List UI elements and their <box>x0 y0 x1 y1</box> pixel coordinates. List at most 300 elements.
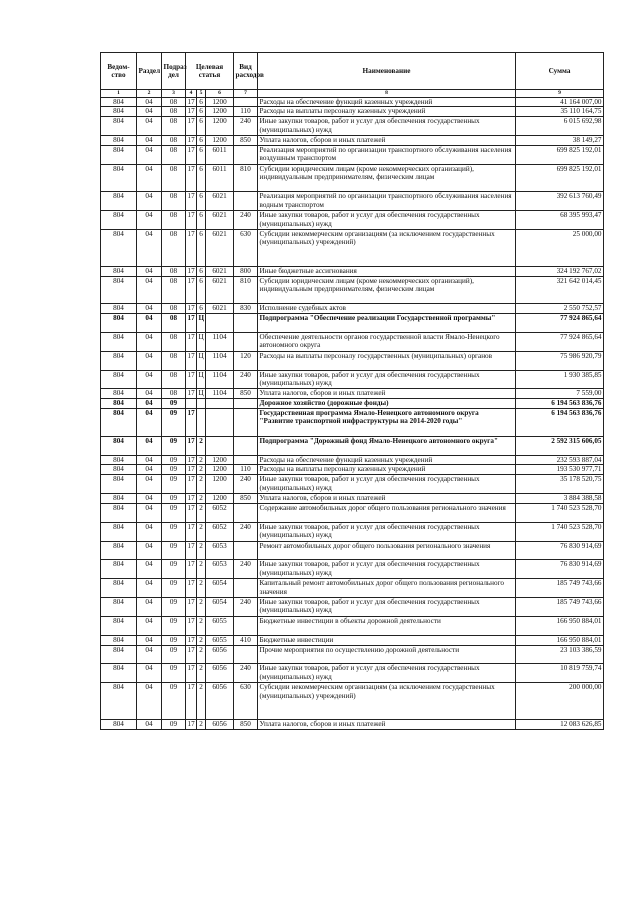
cell-vedomstvo: 804 <box>101 266 137 276</box>
cell-celevaya-5: 6 <box>197 145 206 164</box>
table-row <box>101 436 604 455</box>
cell-summa: 166 950 884,01 <box>516 616 604 635</box>
cell-celevaya-6: 6052 <box>206 522 234 541</box>
table-row <box>101 598 604 617</box>
cell-vid-rashodov <box>234 409 258 437</box>
cell-summa: 200 000,00 <box>516 683 604 720</box>
cell-vid-rashodov: 240 <box>234 211 258 230</box>
cell-naimenovanie: Расходы на выплаты персоналу государственных (муниципальных) органов <box>258 351 516 370</box>
cell-naimenovanie: Ремонт автомобильных дорог общего пользования регионального значения <box>258 541 516 560</box>
cell-celevaya-4: 17 <box>186 579 197 598</box>
cell-podrazdel: 08 <box>162 389 186 399</box>
cell-celevaya-6: 1104 <box>206 389 234 399</box>
cell-vid-rashodov <box>234 645 258 664</box>
col-header-razdel: Раздел <box>137 53 162 90</box>
cell-vid-rashodov: 630 <box>234 683 258 720</box>
cell-celevaya-6: 6053 <box>206 541 234 560</box>
cell-celevaya-5: 2 <box>197 436 206 455</box>
cell-vid-rashodov <box>234 616 258 635</box>
cell-naimenovanie: Уплата налогов, сборов и иных платежей <box>258 494 516 504</box>
cell-celevaya-4: 17 <box>187 136 195 145</box>
cell-celevaya-4: 17 <box>186 598 197 617</box>
cell-celevaya-4: 17 <box>186 314 197 333</box>
cell-celevaya-5: 6 <box>197 107 206 117</box>
table-row <box>101 504 604 523</box>
cell-vedomstvo: 804 <box>101 436 137 455</box>
cell-celevaya-5: 2 <box>197 522 206 541</box>
cell-celevaya-5: Ц <box>197 332 206 351</box>
cell-summa: 23 103 386,59 <box>516 645 604 664</box>
cell-vedomstvo: 804 <box>101 107 137 117</box>
cell-celevaya-5: 2 <box>197 455 206 465</box>
cell-celevaya-4 <box>186 399 197 409</box>
cell-vid-rashodov: 810 <box>234 276 258 304</box>
cell-vid-rashodov <box>234 97 258 107</box>
cell-celevaya-6: 6021 <box>206 276 234 304</box>
cell-celevaya-6: 1104 <box>206 370 234 389</box>
table-row <box>101 211 604 230</box>
cell-summa: 77 924 865,64 <box>516 332 604 351</box>
cell-celevaya-4: 17 <box>186 504 197 523</box>
cell-celevaya-6: 6021 <box>206 304 234 314</box>
cell-celevaya-5 <box>197 409 206 437</box>
cell-vedomstvo: 804 <box>101 97 137 107</box>
table-row <box>101 465 604 475</box>
cell-razdel: 04 <box>137 504 162 523</box>
cell-celevaya-5: 2 <box>197 541 206 560</box>
cell-summa: 38 149,27 <box>516 136 604 146</box>
cell-naimenovanie: Расходы на выплаты персоналу казенных учреждений <box>258 465 516 475</box>
cell-celevaya-4: 17 <box>186 332 197 351</box>
cell-razdel: 04 <box>137 230 162 267</box>
cell-vedomstvo: 804 <box>101 455 137 465</box>
table-row <box>101 645 604 664</box>
cell-razdel: 04 <box>137 164 162 192</box>
cell-razdel: 04 <box>137 683 162 720</box>
cell-vedomstvo: 804 <box>101 645 137 664</box>
cell-celevaya-5: 6 <box>197 117 206 136</box>
cell-vid-rashodov <box>234 455 258 465</box>
cell-vid-rashodov: 850 <box>234 719 258 729</box>
cell-podrazdel: 08 <box>162 304 186 314</box>
cell-razdel: 04 <box>137 598 162 617</box>
col-number: 5 <box>197 90 206 98</box>
cell-naimenovanie: Подпрограмма "Обеспечение реализации Государственной программы" <box>258 314 516 333</box>
cell-celevaya-4: 17 <box>187 494 195 503</box>
cell-celevaya-6: 6021 <box>206 266 234 276</box>
cell-celevaya-6: 6021 <box>206 230 234 267</box>
cell-razdel: 04 <box>137 192 162 211</box>
cell-summa: 75 986 920,79 <box>516 351 604 370</box>
cell-podrazdel: 09 <box>162 541 186 560</box>
table-row <box>101 145 604 164</box>
cell-podrazdel: 08 <box>162 276 186 304</box>
cell-razdel: 04 <box>137 97 162 107</box>
cell-celevaya-4: 17 <box>186 164 197 192</box>
cell-podrazdel: 08 <box>162 164 186 192</box>
cell-vid-rashodov <box>234 541 258 560</box>
cell-celevaya-6: 6011 <box>206 145 234 164</box>
cell-vid-rashodov: 240 <box>234 475 258 494</box>
cell-razdel: 04 <box>137 314 162 333</box>
cell-summa: 3 884 388,58 <box>516 494 604 504</box>
cell-podrazdel: 09 <box>162 635 186 645</box>
cell-summa: 41 164 007,00 <box>516 97 604 107</box>
cell-summa: 6 015 692,98 <box>516 117 604 136</box>
cell-vedomstvo: 804 <box>101 579 137 598</box>
cell-naimenovanie: Реализация мероприятий по организации транспортного обслуживания населения воздушным транспортом <box>258 145 516 164</box>
cell-podrazdel: 08 <box>162 145 186 164</box>
cell-vid-rashodov: 630 <box>234 230 258 267</box>
cell-vedomstvo: 804 <box>101 635 137 645</box>
table-row <box>101 719 604 729</box>
cell-summa: 1 740 523 528,70 <box>516 504 604 523</box>
cell-naimenovanie: Иные закупки товаров, работ и услуг для обеспечения государственных (муниципальных) нужд <box>258 598 516 617</box>
cell-naimenovanie: Расходы на выплаты персоналу казенных учреждений <box>258 107 516 117</box>
cell-razdel: 04 <box>137 211 162 230</box>
cell-podrazdel: 09 <box>162 399 186 409</box>
cell-celevaya-6: 1200 <box>206 494 234 504</box>
cell-naimenovanie: Обеспечение деятельности органов государственной власти Ямало-Ненецкого автономного округа <box>258 332 516 351</box>
cell-vedomstvo: 804 <box>101 304 137 314</box>
cell-summa: 2 592 315 606,05 <box>516 436 604 455</box>
cell-celevaya-6: 1200 <box>206 455 234 465</box>
cell-celevaya-6: 1200 <box>206 117 234 136</box>
cell-celevaya-6: 1200 <box>206 107 234 117</box>
cell-celevaya-4: 17 <box>187 97 195 106</box>
cell-celevaya-5: 2 <box>197 616 206 635</box>
cell-vedomstvo: 804 <box>101 314 137 333</box>
cell-celevaya-4: 17 <box>186 409 197 437</box>
cell-celevaya-4: 17 <box>186 192 197 211</box>
col-number: 7 <box>234 90 258 98</box>
cell-podrazdel: 09 <box>162 719 186 729</box>
cell-celevaya-5 <box>197 399 206 409</box>
cell-celevaya-4: 17 <box>186 645 197 664</box>
cell-vedomstvo: 804 <box>101 494 137 504</box>
cell-podrazdel: 09 <box>162 436 186 455</box>
cell-celevaya-5: 2 <box>197 635 206 645</box>
cell-celevaya-4: 17 <box>187 465 195 474</box>
cell-celevaya-4: 17 <box>186 211 197 230</box>
cell-vid-rashodov <box>234 314 258 333</box>
cell-vid-rashodov: 410 <box>234 635 258 645</box>
cell-celevaya-4: 17 <box>186 351 197 370</box>
cell-vid-rashodov <box>234 332 258 351</box>
table-row <box>101 97 604 107</box>
cell-vid-rashodov: 110 <box>234 465 258 475</box>
cell-vedomstvo: 804 <box>101 683 137 720</box>
cell-celevaya-5: 6 <box>197 266 206 276</box>
cell-vedomstvo: 804 <box>101 664 137 683</box>
cell-razdel: 04 <box>137 117 162 136</box>
cell-vedomstvo: 804 <box>101 164 137 192</box>
cell-podrazdel: 09 <box>162 598 186 617</box>
cell-razdel: 04 <box>137 560 162 579</box>
cell-vedomstvo: 804 <box>101 136 137 146</box>
cell-podrazdel: 09 <box>162 683 186 720</box>
table-row <box>101 164 604 192</box>
cell-summa: 6 194 563 836,76 <box>516 399 604 409</box>
table-row <box>101 579 604 598</box>
cell-vid-rashodov <box>234 504 258 523</box>
table-row <box>101 409 604 437</box>
cell-vedomstvo: 804 <box>101 145 137 164</box>
col-number: 3 <box>162 90 186 98</box>
cell-celevaya-5: Ц <box>198 389 204 398</box>
cell-podrazdel: 09 <box>162 579 186 598</box>
cell-razdel: 04 <box>137 399 162 409</box>
cell-celevaya-5: 2 <box>197 494 206 504</box>
col-header-summa: Сумма <box>516 53 604 90</box>
cell-vid-rashodov <box>234 399 258 409</box>
table-row <box>101 455 604 465</box>
cell-naimenovanie: Исполнение судебных актов <box>258 304 516 314</box>
cell-podrazdel: 08 <box>162 314 186 333</box>
cell-naimenovanie: Субсидии некоммерческим организациям (за исключением государственных (муниципальных) учреждений) <box>258 230 516 267</box>
cell-celevaya-5: 6 <box>197 136 206 146</box>
table-row <box>101 683 604 720</box>
cell-podrazdel: 08 <box>162 266 186 276</box>
cell-summa: 35 178 520,75 <box>516 475 604 494</box>
cell-summa: 35 110 164,75 <box>516 107 604 117</box>
cell-vid-rashodov: 240 <box>234 664 258 683</box>
cell-celevaya-6 <box>206 409 234 437</box>
cell-vid-rashodov: 110 <box>234 107 258 117</box>
cell-celevaya-4: 17 <box>186 522 197 541</box>
cell-naimenovanie: Реализация мероприятий по организации транспортного обслуживания населения водным транспортом <box>258 192 516 211</box>
cell-celevaya-4: 17 <box>186 541 197 560</box>
cell-celevaya-6: 6054 <box>206 579 234 598</box>
cell-celevaya-6: 1104 <box>206 351 234 370</box>
cell-celevaya-5: 2 <box>197 719 206 729</box>
cell-celevaya-6: 1104 <box>206 332 234 351</box>
table-row <box>101 475 604 494</box>
cell-podrazdel: 08 <box>162 230 186 267</box>
cell-naimenovanie: Иные закупки товаров, работ и услуг для обеспечения государственных (муниципальных) нужд <box>258 560 516 579</box>
cell-celevaya-6: 1200 <box>206 465 234 475</box>
cell-vid-rashodov: 240 <box>234 560 258 579</box>
cell-vedomstvo: 804 <box>101 389 137 399</box>
cell-vid-rashodov: 850 <box>234 389 258 399</box>
cell-naimenovanie: Капитальный ремонт автомобильных дорог общего пользования регионального значения <box>258 579 516 598</box>
cell-celevaya-5: Ц <box>197 314 206 333</box>
cell-vid-rashodov: 240 <box>234 598 258 617</box>
cell-podrazdel: 08 <box>162 107 186 117</box>
cell-celevaya-6: 1200 <box>206 475 234 494</box>
cell-summa: 699 825 192,01 <box>516 164 604 192</box>
cell-naimenovanie: Уплата налогов, сборов и иных платежей <box>258 136 516 146</box>
table-row <box>101 276 604 304</box>
cell-razdel: 04 <box>137 304 162 314</box>
cell-summa: 392 613 760,49 <box>516 192 604 211</box>
cell-naimenovanie: Расходы на обеспечение функций казенных учреждений <box>258 455 516 465</box>
cell-summa: 1 740 523 528,70 <box>516 522 604 541</box>
cell-naimenovanie: Иные закупки товаров, работ и услуг для обеспечения государственных (муниципальных) нужд <box>258 522 516 541</box>
cell-podrazdel: 09 <box>162 522 186 541</box>
table-row <box>101 304 604 314</box>
cell-celevaya-5: Ц <box>197 351 206 370</box>
cell-vid-rashodov <box>234 436 258 455</box>
cell-razdel: 04 <box>137 645 162 664</box>
cell-celevaya-4: 17 <box>186 616 197 635</box>
cell-razdel: 04 <box>137 107 162 117</box>
col-number: 4 <box>186 90 197 98</box>
cell-podrazdel: 08 <box>162 97 186 107</box>
cell-naimenovanie: Подпрограмма "Дорожный фонд Ямало-Ненецкого автономного округа" <box>258 436 516 455</box>
cell-razdel: 04 <box>137 719 162 729</box>
cell-celevaya-4: 17 <box>186 117 197 136</box>
cell-summa: 77 924 865,64 <box>516 314 604 333</box>
cell-summa: 1 930 385,85 <box>516 370 604 389</box>
cell-celevaya-5: 2 <box>197 465 206 475</box>
cell-vedomstvo: 804 <box>101 117 137 136</box>
cell-razdel: 04 <box>137 475 162 494</box>
cell-celevaya-6: 1200 <box>206 136 234 146</box>
cell-summa: 166 950 884,01 <box>516 635 604 645</box>
cell-vedomstvo: 804 <box>101 399 137 409</box>
cell-celevaya-4: 17 <box>186 230 197 267</box>
cell-celevaya-5: 2 <box>197 683 206 720</box>
cell-naimenovanie: Иные закупки товаров, работ и услуг для обеспечения государственных (муниципальных) нужд <box>258 475 516 494</box>
col-header-vedomstvo: Ведом-ство <box>101 53 137 90</box>
cell-podrazdel: 09 <box>162 475 186 494</box>
col-number: 9 <box>516 90 604 98</box>
cell-razdel: 04 <box>137 522 162 541</box>
cell-vid-rashodov <box>234 192 258 211</box>
cell-naimenovanie: Бюджетные инвестиции в объекты дорожной деятельности <box>258 616 516 635</box>
cell-naimenovanie: Иные бюджетные ассигнования <box>258 266 516 276</box>
budget-table <box>100 52 604 730</box>
cell-naimenovanie: Прочие мероприятия по осуществлению дорожной деятельности <box>258 645 516 664</box>
cell-celevaya-5: 6 <box>197 304 206 314</box>
cell-naimenovanie: Уплата налогов, сборов и иных платежей <box>258 719 516 729</box>
cell-vedomstvo: 804 <box>101 616 137 635</box>
cell-naimenovanie: Иные закупки товаров, работ и услуг для обеспечения государственных (муниципальных) нужд <box>258 370 516 389</box>
table-row <box>101 314 604 333</box>
cell-celevaya-5: 2 <box>197 664 206 683</box>
cell-summa: 6 194 563 836,76 <box>516 409 604 437</box>
cell-vedomstvo: 804 <box>101 541 137 560</box>
cell-summa: 699 825 192,01 <box>516 145 604 164</box>
cell-razdel: 04 <box>137 351 162 370</box>
cell-naimenovanie: Расходы на обеспечение функций казенных учреждений <box>258 97 516 107</box>
table-row <box>101 117 604 136</box>
cell-podrazdel: 08 <box>162 136 186 146</box>
cell-celevaya-5: 2 <box>197 645 206 664</box>
cell-naimenovanie: Иные закупки товаров, работ и услуг для обеспечения государственных (муниципальных) нужд <box>258 664 516 683</box>
table-row <box>101 332 604 351</box>
table-row <box>101 522 604 541</box>
col-number: 8 <box>258 90 516 98</box>
cell-naimenovanie: Государственная программа Ямало-Ненецкого автономного округа "Развитие транспортной инфраструктуры на 2014-2020 годы" <box>258 409 516 437</box>
cell-vedomstvo: 804 <box>101 332 137 351</box>
cell-podrazdel: 08 <box>162 351 186 370</box>
cell-summa: 193 530 977,71 <box>516 465 604 475</box>
col-header-vid-rashodov: Вид расходов <box>234 53 258 90</box>
cell-summa: 185 749 743,66 <box>516 598 604 617</box>
cell-razdel: 04 <box>137 455 162 465</box>
col-header-celevaya-statya: Целевая статья <box>186 53 234 90</box>
cell-celevaya-4: 17 <box>186 560 197 579</box>
col-header-podrazdel: Подраз дел <box>162 53 186 90</box>
cell-naimenovanie: Бюджетные инвестиции <box>258 635 516 645</box>
cell-celevaya-4: 17 <box>187 455 195 464</box>
column-number-row <box>101 90 604 98</box>
cell-naimenovanie: Субсидии юридическим лицам (кроме некоммерческих организаций), индивидуальным предпринимателям, физическим лицам <box>258 276 516 304</box>
cell-celevaya-6: 6056 <box>206 664 234 683</box>
cell-celevaya-5: 6 <box>197 97 206 107</box>
cell-celevaya-6 <box>206 436 234 455</box>
header-row <box>101 53 604 90</box>
cell-summa: 25 000,00 <box>516 230 604 267</box>
cell-razdel: 04 <box>137 616 162 635</box>
cell-razdel: 04 <box>137 332 162 351</box>
cell-vid-rashodov: 850 <box>234 494 258 504</box>
cell-celevaya-4: 17 <box>187 107 195 116</box>
col-header-naimenovanie: Наименование <box>258 53 516 90</box>
cell-celevaya-4: 17 <box>186 683 197 720</box>
cell-vid-rashodov: 830 <box>234 304 258 314</box>
cell-celevaya-4: 17 <box>187 635 195 644</box>
table-row <box>101 635 604 645</box>
cell-vedomstvo: 804 <box>101 370 137 389</box>
cell-vedomstvo: 804 <box>101 560 137 579</box>
table-row <box>101 107 604 117</box>
cell-summa: 76 830 914,69 <box>516 541 604 560</box>
cell-podrazdel: 09 <box>162 645 186 664</box>
cell-podrazdel: 09 <box>162 664 186 683</box>
cell-razdel: 04 <box>137 465 162 475</box>
cell-summa: 321 642 014,45 <box>516 276 604 304</box>
cell-celevaya-5: 6 <box>197 276 206 304</box>
cell-summa: 68 395 993,47 <box>516 211 604 230</box>
cell-naimenovanie: Иные закупки товаров, работ и услуг для обеспечения государственных (муниципальных) нужд <box>258 211 516 230</box>
cell-summa: 10 819 759,74 <box>516 664 604 683</box>
cell-celevaya-6: 6021 <box>206 211 234 230</box>
cell-razdel: 04 <box>137 409 162 437</box>
cell-vedomstvo: 804 <box>101 351 137 370</box>
cell-celevaya-4: 17 <box>186 664 197 683</box>
col-number: 1 <box>101 90 137 98</box>
cell-summa: 185 749 743,66 <box>516 579 604 598</box>
cell-razdel: 04 <box>137 579 162 598</box>
cell-naimenovanie: Иные закупки товаров, работ и услуг для обеспечения государственных (муниципальных) нужд <box>258 117 516 136</box>
cell-podrazdel: 08 <box>162 332 186 351</box>
cell-razdel: 04 <box>137 145 162 164</box>
table-row <box>101 266 604 276</box>
cell-celevaya-5: 2 <box>197 560 206 579</box>
cell-summa: 324 192 767,02 <box>516 266 604 276</box>
cell-celevaya-5: 6 <box>197 230 206 267</box>
cell-celevaya-4: 17 <box>186 475 197 494</box>
table-row <box>101 192 604 211</box>
cell-podrazdel: 08 <box>162 192 186 211</box>
cell-celevaya-6: 6011 <box>206 164 234 192</box>
cell-summa: 7 559,00 <box>516 389 604 399</box>
cell-celevaya-6: 1200 <box>206 97 234 107</box>
cell-vid-rashodov: 240 <box>234 370 258 389</box>
cell-vid-rashodov: 850 <box>234 136 258 146</box>
cell-celevaya-4: 17 <box>187 266 195 275</box>
cell-celevaya-6: 6055 <box>206 635 234 645</box>
cell-celevaya-5: 2 <box>197 475 206 494</box>
cell-razdel: 04 <box>137 541 162 560</box>
cell-naimenovanie: Субсидии некоммерческим организациям (за исключением государственных (муниципальных) учреждений) <box>258 683 516 720</box>
cell-summa: 76 830 914,69 <box>516 560 604 579</box>
cell-vedomstvo: 804 <box>101 504 137 523</box>
cell-razdel: 04 <box>137 494 162 504</box>
